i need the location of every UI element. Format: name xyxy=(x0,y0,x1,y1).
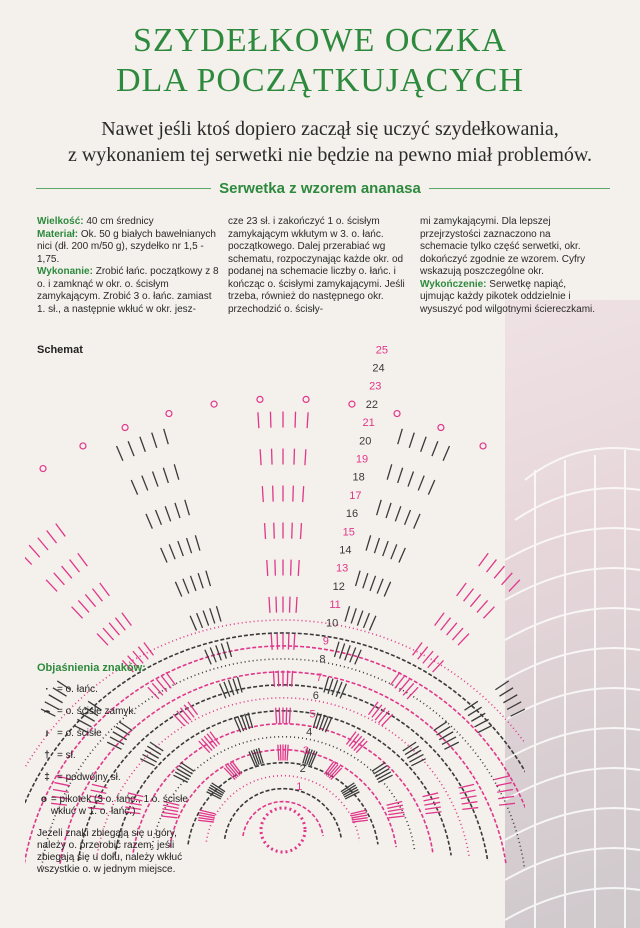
stitch-mark xyxy=(458,634,469,646)
stitch-mark xyxy=(370,576,375,591)
round-label: 1 xyxy=(296,781,303,794)
round-label: 10 xyxy=(326,617,339,630)
stitch-mark xyxy=(85,594,95,606)
stitch-mark xyxy=(276,708,277,724)
round-label: 25 xyxy=(375,344,388,357)
stitch-mark xyxy=(190,616,196,631)
stitch-mark xyxy=(174,464,179,479)
stitch-mark xyxy=(495,681,508,690)
stitch-mark xyxy=(351,608,356,623)
finish-label: Wykończenie: xyxy=(420,278,487,290)
legend-item xyxy=(37,706,207,718)
stitch-mark xyxy=(38,538,48,550)
stitch-mark xyxy=(462,808,478,810)
stitch-mark xyxy=(334,642,339,657)
legend-item xyxy=(37,750,207,762)
stitch-mark xyxy=(428,480,434,495)
stitch-mark xyxy=(210,647,216,662)
doily-photo xyxy=(505,300,640,928)
stitch-mark xyxy=(460,790,476,793)
legend-symbol: · xyxy=(45,684,49,695)
stitch-mark xyxy=(378,775,392,782)
page-title-line1: SZYDEŁKOWE OCZKA xyxy=(133,22,507,59)
stitch-mark xyxy=(457,583,467,596)
stitch-mark xyxy=(70,560,80,573)
stitch-mark xyxy=(72,607,83,619)
subtitle-line2: z wykonaniem tej serwetki nie będzie na pewno miał problemów. xyxy=(67,144,593,166)
stitch-mark xyxy=(384,582,390,597)
stitch-mark xyxy=(156,510,162,525)
stitch-mark xyxy=(471,713,485,721)
stitch-mark xyxy=(382,714,393,726)
stitch-mark xyxy=(352,820,368,822)
stitch-mark xyxy=(287,745,288,761)
work-label: Wykonanie: xyxy=(37,266,93,277)
stitch-mark xyxy=(387,802,403,806)
stitch-mark xyxy=(307,412,308,428)
stitch-mark xyxy=(260,449,261,465)
center-ring xyxy=(261,808,305,852)
stitch-mark xyxy=(144,642,154,655)
round-label: 17 xyxy=(349,489,362,502)
round-label: 6 xyxy=(312,690,319,703)
text-column-1 xyxy=(37,216,222,316)
stitch-mark xyxy=(398,468,403,483)
material-label: Materiał: xyxy=(37,228,79,240)
stitch-mark xyxy=(78,600,89,612)
stitch-mark xyxy=(483,607,494,619)
stitch-mark xyxy=(332,680,337,695)
stitch-mark xyxy=(357,611,362,626)
stitch-mark xyxy=(418,647,428,660)
round-label: 24 xyxy=(372,362,385,375)
stitch-mark xyxy=(152,433,157,448)
stitch-mark xyxy=(395,506,400,521)
round-label: 12 xyxy=(332,580,345,593)
stitch-mark xyxy=(262,486,263,502)
stitch-mark xyxy=(117,446,123,461)
stitch-mark xyxy=(265,523,266,539)
stitch-mark xyxy=(54,573,65,585)
stitch-mark xyxy=(443,446,449,461)
stitch-mark xyxy=(421,437,426,452)
legend-item xyxy=(37,728,207,740)
stitch-mark xyxy=(409,433,414,448)
stitch-mark xyxy=(502,573,513,585)
stitch-mark xyxy=(300,523,301,539)
stitch-mark xyxy=(388,809,404,812)
round-label: 8 xyxy=(319,653,326,666)
stitch-mark xyxy=(398,429,403,444)
stitch-mark xyxy=(499,803,515,805)
stitch-mark xyxy=(267,560,268,576)
stitch-mark xyxy=(97,634,108,646)
legend-text: = podwójny sł. xyxy=(57,772,121,783)
subtitle-line1: Nawet jeśli ktoś dopiero zaczął się uczyć szydełkowania, xyxy=(101,118,559,140)
picot-mark xyxy=(122,425,128,431)
stitch-mark xyxy=(115,618,125,631)
stitch-mark xyxy=(269,597,270,613)
stitch-mark xyxy=(233,679,238,694)
stitch-mark xyxy=(439,732,453,740)
stitch-mark xyxy=(507,702,521,710)
stitch-mark xyxy=(187,538,192,553)
stitch-mark xyxy=(499,688,513,696)
stitch-mark xyxy=(185,500,190,515)
stitch-mark xyxy=(142,476,148,491)
picot-mark xyxy=(257,396,263,402)
lace-photo-pattern xyxy=(505,300,640,928)
stitch-mark xyxy=(258,412,259,428)
stitch-mark xyxy=(62,566,72,578)
stitch-mark xyxy=(423,793,439,797)
section-title-text: Serwetka z wzorem ananasa xyxy=(211,180,429,197)
stitch-mark xyxy=(435,613,445,626)
subtitle xyxy=(40,116,620,168)
stitch-mark xyxy=(92,589,102,602)
picot-mark xyxy=(211,401,217,407)
stitch-mark xyxy=(210,608,215,623)
stitch-mark xyxy=(47,531,57,544)
stitch-mark xyxy=(425,807,441,809)
stitch-mark xyxy=(278,745,279,761)
picot-mark xyxy=(394,411,400,417)
legend-text: = o. ścisłe zamyk. xyxy=(57,706,137,717)
stitch-mark xyxy=(470,594,480,606)
legend-rows xyxy=(37,684,207,818)
legend-symbol: ⌢ xyxy=(43,706,51,717)
section-title xyxy=(0,180,640,198)
stitch-mark xyxy=(477,600,488,612)
round-arc xyxy=(188,763,378,845)
stitch-mark xyxy=(387,464,392,479)
round-label: 18 xyxy=(352,471,365,484)
round-label: 11 xyxy=(329,599,341,612)
round-label: 7 xyxy=(316,671,323,684)
stitch-mark xyxy=(498,796,514,798)
column3-text: mi zamykającymi. Dla lepszej przejrzystości zaznaczono na schemacie tylko część serwetki, okr. dokończyć zgodnie ze wzorem. Cyfry wskazują poszczególne okr. xyxy=(420,216,586,277)
stitch-mark xyxy=(128,441,134,456)
stitch-mark xyxy=(294,634,295,650)
stitch-mark xyxy=(478,726,492,733)
stitch-mark xyxy=(428,656,439,668)
stitch-mark xyxy=(221,643,226,658)
stitch-mark xyxy=(383,541,388,556)
legend-symbol: o xyxy=(40,794,48,805)
legend-text: = o. łańc. xyxy=(57,684,98,695)
stitch-mark xyxy=(370,616,376,631)
round-label: 21 xyxy=(362,417,375,430)
stitch-mark xyxy=(178,541,183,556)
stitch-mark xyxy=(78,553,88,566)
stitch-mark xyxy=(375,769,389,777)
round-label: 16 xyxy=(345,508,359,521)
round-label: 3 xyxy=(302,744,309,757)
stitch-mark xyxy=(399,548,405,563)
stitch-mark xyxy=(228,680,233,695)
stitch-mark xyxy=(165,506,170,521)
stitch-mark xyxy=(378,711,389,723)
finish-text: Serwetkę napiąć, ujmując każdy pikotek oddzielnie i wysuszyć pod wilgotnymi ściereczkami. xyxy=(420,278,596,315)
stitch-mark xyxy=(447,623,457,635)
stitch-mark xyxy=(340,643,345,658)
stitch-mark xyxy=(503,695,517,703)
stitch-mark xyxy=(405,510,411,525)
legend-symbol: † xyxy=(44,750,50,761)
stitch-mark xyxy=(377,500,382,515)
stitch-mark xyxy=(511,709,525,716)
stitch-mark xyxy=(363,573,368,588)
legend-symbol: ‡ xyxy=(44,772,50,783)
stitch-mark xyxy=(122,613,132,626)
stitch-mark xyxy=(227,642,232,657)
round-label: 15 xyxy=(342,526,355,539)
stitch-mark xyxy=(183,579,189,594)
round-labels xyxy=(296,344,388,793)
stitch-mark xyxy=(465,701,478,710)
stitch-mark xyxy=(29,545,40,557)
round-label: 9 xyxy=(322,635,329,648)
stitch-mark xyxy=(100,583,110,596)
stitch-mark xyxy=(175,503,180,518)
size-label: Wielkość: xyxy=(37,216,84,227)
stitch-mark xyxy=(146,514,152,529)
picot-mark xyxy=(40,466,46,472)
stitch-mark xyxy=(388,812,404,814)
stitch-mark xyxy=(356,571,361,586)
stitch-mark xyxy=(289,708,290,724)
stitch-mark xyxy=(452,628,463,640)
stitch-mark xyxy=(389,816,405,818)
stitch-mark xyxy=(190,576,195,591)
legend xyxy=(37,662,207,876)
stitch-mark xyxy=(487,560,497,573)
round-label: 22 xyxy=(365,398,379,411)
picot-mark xyxy=(438,425,444,431)
stitch-mark xyxy=(25,553,32,565)
legend-item xyxy=(37,772,207,784)
stitch-mark xyxy=(391,544,397,559)
stitch-mark xyxy=(169,544,175,559)
legend-text: = pikotek (3 o. łańc., 1 o. ścisłe wkłuć w 1. o. łańc.) xyxy=(50,794,188,817)
stitch-mark xyxy=(197,613,203,628)
material-text: Ok. 50 g białych bawełnianych nici (dł. 200 m/50 g), szydełko nr 1,5 - 1,75. xyxy=(37,228,216,265)
stitch-mark xyxy=(131,480,137,495)
stitch-mark xyxy=(408,472,413,487)
stitch-mark xyxy=(386,503,391,518)
text-column-3 xyxy=(420,216,596,316)
stitch-mark xyxy=(479,553,489,566)
round-label: 20 xyxy=(359,435,372,448)
legend-note: Jeżeli znaki zbiegają się u góry, należy o. przerobić razem, jeśli zbiegają się u dołu, należy wkłuć wszystkie o. w jednym miejsce. xyxy=(37,828,183,875)
legend-item xyxy=(37,794,207,818)
legend-title: Objaśnienia znaków: xyxy=(37,662,146,674)
stitch-mark xyxy=(175,582,181,597)
stitch-mark xyxy=(368,702,378,715)
round-label: 2 xyxy=(299,762,306,775)
stitch-mark xyxy=(138,647,148,660)
picot-mark xyxy=(166,411,172,417)
stitch-mark xyxy=(377,579,383,594)
stitch-mark xyxy=(441,618,451,631)
round-arc xyxy=(225,789,342,839)
schemat-label: Schemat xyxy=(37,344,83,356)
stitch-mark xyxy=(153,472,158,487)
stitch-mark xyxy=(433,660,444,672)
stitch-mark xyxy=(140,437,145,452)
stitch-mark xyxy=(462,802,478,804)
page-title-line2: DLA POCZĄTKUJĄCYCH xyxy=(115,62,525,99)
text-column-2 xyxy=(228,216,413,316)
stitch-mark xyxy=(418,476,424,491)
round-label: 14 xyxy=(339,544,352,557)
stitch-mark xyxy=(164,429,169,444)
picot-mark xyxy=(303,396,309,402)
stitch-mark xyxy=(374,538,379,553)
column2-text: cze 23 sł. i zakończyć 1 o. ścisłym zamykającym wkłutym w 3. o. łańc. początkowego. Dalej przerabiać wg schematu, rozpoczynając każde okr. od podanej na schemacie liczby o. łańc. i kończąc o. ścisłymi zamykającymi. Jeśli trzeba, również do następnego okr. przechodzić o. ścisły- xyxy=(228,216,405,315)
stitch-mark xyxy=(46,580,57,592)
round-label: 13 xyxy=(335,562,349,575)
stitch-mark xyxy=(345,606,350,621)
stitch-mark xyxy=(298,560,299,576)
stitch-mark xyxy=(206,571,211,586)
stitch-mark xyxy=(468,707,482,715)
picot-mark xyxy=(480,443,486,449)
stitch-mark xyxy=(195,535,200,550)
stitch-mark xyxy=(303,486,304,502)
stitch-mark xyxy=(377,772,391,780)
stitch-mark xyxy=(494,566,504,578)
stitch-mark xyxy=(203,611,208,626)
stitch-mark xyxy=(366,535,371,550)
stitch-mark xyxy=(363,613,369,628)
round-label: 19 xyxy=(355,453,369,466)
picot-mark xyxy=(349,401,355,407)
stitch-mark xyxy=(271,634,272,650)
stitch-mark xyxy=(375,708,385,720)
round-arc xyxy=(206,776,359,842)
stitch-mark xyxy=(414,514,420,529)
legend-item xyxy=(37,684,207,696)
stitch-mark xyxy=(464,589,474,602)
size-text: 40 cm średnicy xyxy=(83,216,154,227)
stitch-mark xyxy=(374,766,388,774)
stitch-mark xyxy=(109,623,119,635)
legend-text: = o. ścisłe xyxy=(57,728,102,739)
legend-text: = sł. xyxy=(57,750,76,761)
stitch-mark xyxy=(424,802,440,805)
round-label: 4 xyxy=(306,726,313,739)
stitch-mark xyxy=(495,776,511,780)
stitch-mark xyxy=(216,606,221,621)
stitch-mark xyxy=(198,573,203,588)
stitch-mark xyxy=(475,719,489,727)
round-label: 23 xyxy=(369,380,382,393)
round-label: 5 xyxy=(309,708,316,721)
stitch-mark xyxy=(161,548,167,563)
legend-symbol: ı xyxy=(45,728,49,739)
work-text: Zrobić łańc. początkowy z 8 o. i zamknąć w okr. o. ścisłym zamykającym. Zrobić 3 o. łańc. zamiast 1. sł., a następnie wkłuć w okr. jesz- xyxy=(37,266,219,315)
stitch-mark xyxy=(509,580,520,592)
stitch-mark xyxy=(372,762,385,771)
stitch-mark xyxy=(496,783,512,786)
stitch-mark xyxy=(56,524,66,537)
round-arc xyxy=(243,802,323,836)
stitch-mark xyxy=(163,468,168,483)
stitch-mark xyxy=(461,796,477,799)
stitch-mark xyxy=(432,441,438,456)
picot-mark xyxy=(80,443,86,449)
stitch-mark xyxy=(296,597,297,613)
stitch-mark xyxy=(103,628,114,640)
stitch-mark xyxy=(305,449,306,465)
stitch-mark xyxy=(423,651,433,663)
